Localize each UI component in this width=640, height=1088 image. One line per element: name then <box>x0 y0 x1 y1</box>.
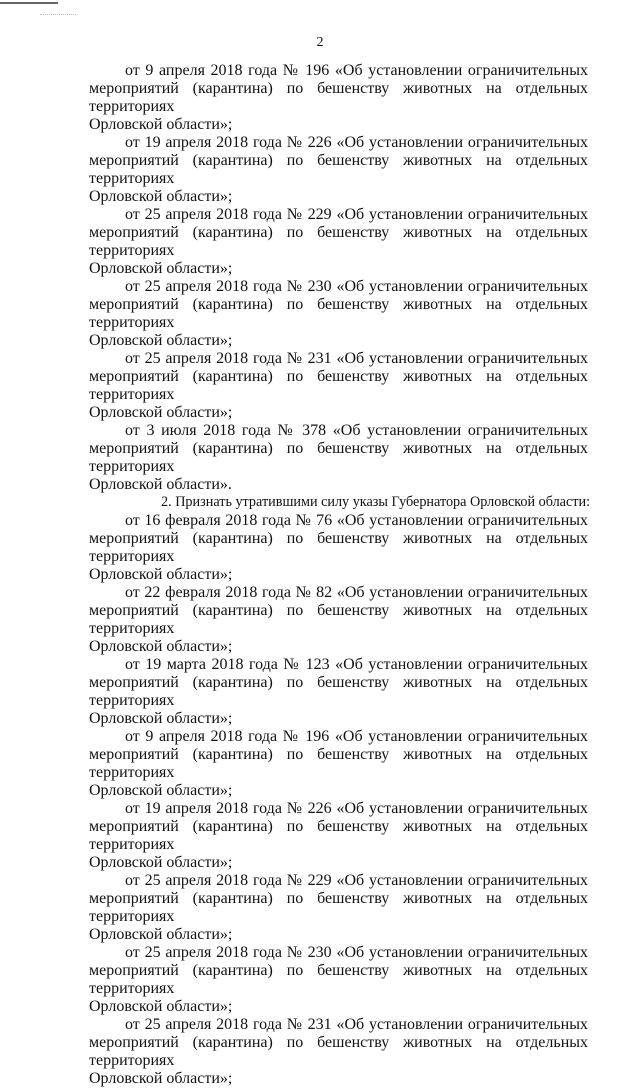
scan-edge-mark <box>0 2 58 4</box>
repealed-decree-item <box>89 1016 588 1088</box>
decree-line-3: Орловской области»; <box>89 925 233 943</box>
decree-line-1: от 9 апреля 2018 года № 196 «Об установлении ограничительных <box>125 727 588 745</box>
decree-line-3: Орловской области»; <box>89 260 233 277</box>
decree-line-3: Орловской области»; <box>89 332 233 349</box>
decree-item <box>89 134 588 206</box>
decree-line-1: от 25 апреля 2018 года № 231 «Об установлении ограничительных <box>125 1015 588 1033</box>
repealed-decree-item <box>89 872 588 944</box>
decree-line-3: Орловской области»; <box>89 781 233 799</box>
document-body <box>89 62 591 1088</box>
decree-item <box>89 62 588 134</box>
decree-line-1: от 19 марта 2018 года № 123 «Об установлении ограничительных <box>125 655 588 673</box>
decree-line-3: Орловской области»; <box>89 637 233 655</box>
decree-line-3: Орловской области»; <box>89 853 233 871</box>
decree-line-2: мероприятий (карантина) по бешенству животных на отдельных территориях <box>89 601 588 637</box>
decree-line-3: Орловской области»; <box>89 188 233 205</box>
decree-line-1: от 3 июля 2018 года № 378 «Об установлении ограничительных <box>125 422 588 439</box>
section-heading <box>89 494 591 512</box>
decree-item <box>89 350 588 422</box>
decree-line-3: Орловской области»; <box>89 709 233 727</box>
decree-line-2: мероприятий (карантина) по бешенству животных на отдельных территориях <box>89 961 588 997</box>
decree-line-2: мероприятий (карантина) по бешенству животных на отдельных территориях <box>89 1033 588 1069</box>
scan-artifact <box>40 14 76 16</box>
decree-line-2: мероприятий (карантина) по бешенству животных на отдельных территориях <box>89 152 588 187</box>
repealed-decree-item <box>89 728 588 800</box>
decree-line-3: Орловской области»; <box>89 1069 233 1087</box>
decree-line-3: Орловской области»; <box>89 565 233 583</box>
decree-line-1: от 25 апреля 2018 года № 230 «Об установлении ограничительных <box>125 278 588 295</box>
decree-line-2: мероприятий (карантина) по бешенству животных на отдельных территориях <box>89 440 588 475</box>
decree-line-2: мероприятий (карантина) по бешенству животных на отдельных территориях <box>89 745 588 781</box>
decree-line-2: мероприятий (карантина) по бешенству животных на отдельных территориях <box>89 673 588 709</box>
decree-item <box>89 422 588 494</box>
decree-line-1: от 25 апреля 2018 года № 231 «Об установлении ограничительных <box>125 350 588 367</box>
section-heading-text: 2. Признать утратившими силу указы Губернатора Орловской области: <box>161 494 591 510</box>
decree-line-2: мероприятий (карантина) по бешенству животных на отдельных территориях <box>89 889 588 925</box>
repealed-decree-item <box>89 512 588 584</box>
decree-line-3: Орловской области»; <box>89 404 233 421</box>
decree-line-1: от 19 апреля 2018 года № 226 «Об установлении ограничительных <box>125 799 588 817</box>
decree-line-3: Орловской области»; <box>89 116 233 133</box>
decree-line-1: от 25 апреля 2018 года № 229 «Об установлении ограничительных <box>125 206 588 223</box>
repealed-decree-item <box>89 656 588 728</box>
decree-item <box>89 278 588 350</box>
decree-line-1: от 25 апреля 2018 года № 230 «Об установлении ограничительных <box>125 943 588 961</box>
decree-line-1: от 22 февраля 2018 года № 82 «Об установлении ограничительных <box>125 583 588 601</box>
decree-line-2: мероприятий (карантина) по бешенству животных на отдельных территориях <box>89 80 588 115</box>
decree-line-1: от 19 апреля 2018 года № 226 «Об установлении ограничительных <box>125 134 588 151</box>
page-number: 2 <box>316 35 324 50</box>
repealed-decree-item <box>89 584 588 656</box>
decree-line-2: мероприятий (карантина) по бешенству животных на отдельных территориях <box>89 296 588 331</box>
decree-line-1: от 25 апреля 2018 года № 229 «Об установлении ограничительных <box>125 871 588 889</box>
decree-line-1: от 16 февраля 2018 года № 76 «Об установлении ограничительных <box>125 511 588 529</box>
decree-line-2: мероприятий (карантина) по бешенству животных на отдельных территориях <box>89 224 588 259</box>
decree-line-2: мероприятий (карантина) по бешенству животных на отдельных территориях <box>89 368 588 403</box>
decree-item <box>89 206 588 278</box>
decree-line-2: мероприятий (карантина) по бешенству животных на отдельных территориях <box>89 817 588 853</box>
repealed-decree-item <box>89 944 588 1016</box>
decree-line-2: мероприятий (карантина) по бешенству животных на отдельных территориях <box>89 529 588 565</box>
repealed-decree-item <box>89 800 588 872</box>
decree-line-3: Орловской области»; <box>89 997 233 1015</box>
decree-line-3: Орловской области». <box>89 476 232 493</box>
decree-line-1: от 9 апреля 2018 года № 196 «Об установлении ограничительных <box>125 62 588 79</box>
